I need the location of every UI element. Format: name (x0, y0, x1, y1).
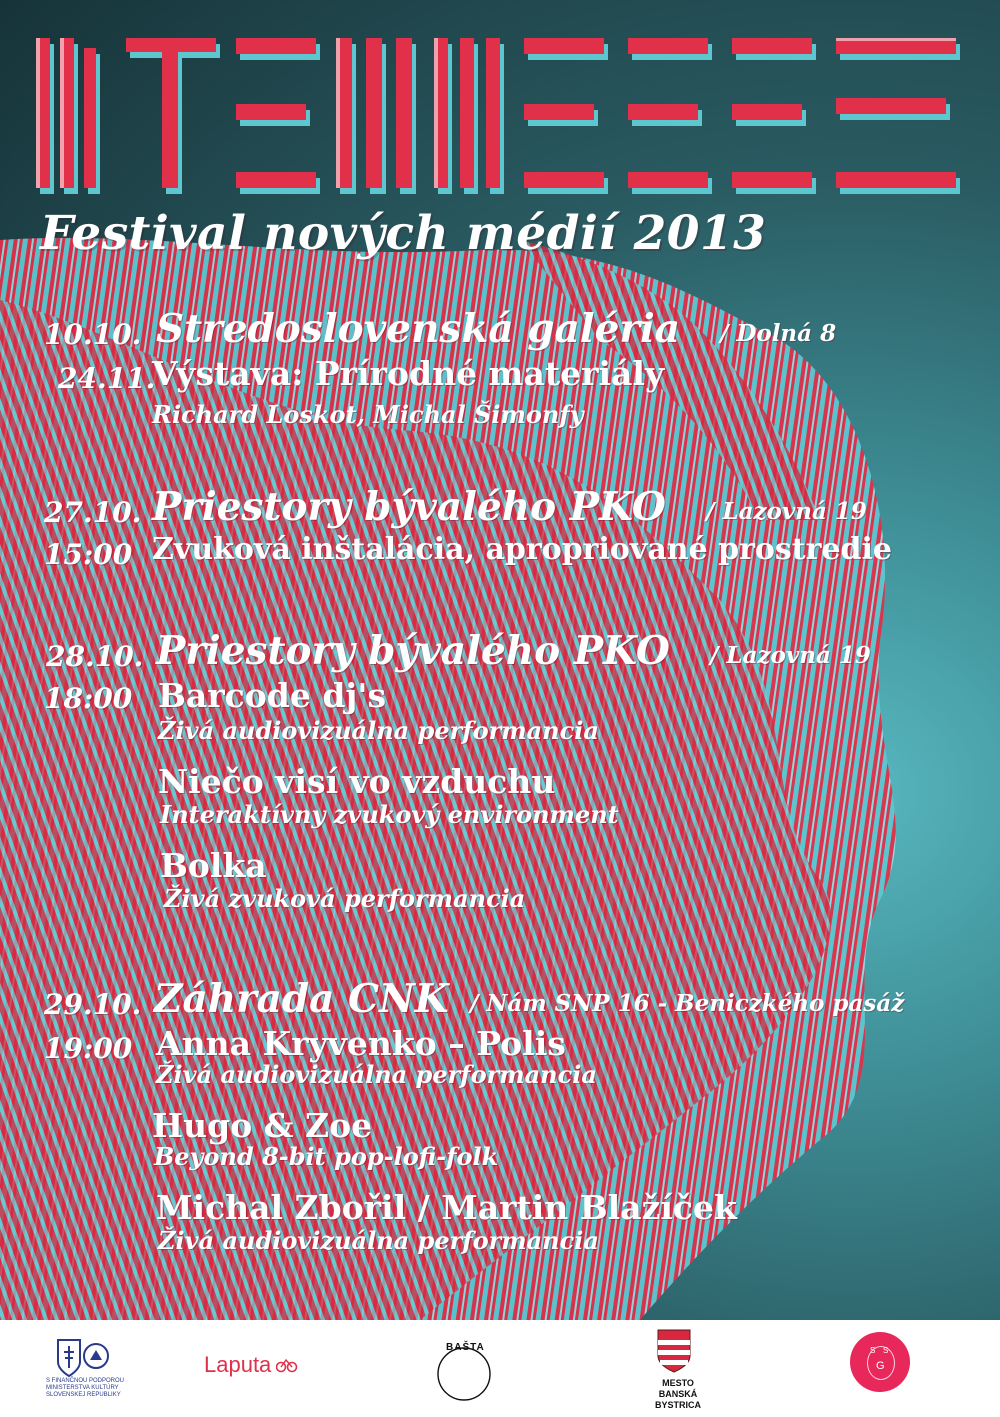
sg-letter: S (883, 1346, 889, 1355)
act-name: Bolka (160, 846, 267, 885)
event-address: / Lazovná 19 (706, 498, 867, 525)
event-date: 27.10. (44, 496, 142, 529)
event-address: / Lazovná 19 (710, 642, 871, 669)
event-venue: Priestory bývalého PKO (152, 484, 666, 530)
event-address: / Nám SNP 16 - Beniczkého pasáž (470, 990, 905, 1017)
basta-wordmark: BAŠTA (446, 1342, 485, 1353)
event-venue: Priestory bývalého PKO (156, 628, 670, 674)
sg-letter: G (876, 1360, 885, 1372)
act-description: Beyond 8-bit pop-lofi-folk (154, 1142, 499, 1171)
event-date-end: 24.11. (58, 362, 156, 395)
event-title: Výstava: Prírodné materiály (152, 354, 665, 393)
festival-subtitle: Festival nových médií 2013 (40, 206, 767, 261)
act-description: Živá audiovizuálna performancia (158, 1226, 599, 1255)
event-date: 28.10. (46, 640, 144, 673)
act-description: Živá zvuková performancia (164, 884, 526, 913)
ministry-line: SLOVENSKEJ REPUBLIKY (46, 1392, 121, 1398)
act-description: Živá audiovizuálna performancia (156, 1060, 597, 1089)
mesto-line: MESTO (662, 1378, 694, 1388)
ministry-emblem-icon (56, 1338, 112, 1378)
sg-letter: S (870, 1346, 876, 1355)
logo-glyphs (36, 38, 972, 206)
laputa-wordmark: Laputa (204, 1352, 272, 1377)
act-description: Živá audiovizuálna performancia (158, 716, 599, 745)
ministry-line: S FINANČNOU PODPOROU (46, 1378, 125, 1384)
basta-logo (436, 1330, 492, 1410)
ministry-line: MINISTERSTVA KULTÚRY (46, 1385, 119, 1391)
laputa-logo (204, 1352, 298, 1378)
event-date: 10.10. (44, 318, 142, 351)
laputa-bike-icon (276, 1356, 298, 1374)
event-time: 18:00 (44, 682, 133, 715)
event-date: 29.10. (44, 988, 142, 1021)
act-description: Interaktívny zvukový environment (160, 800, 619, 829)
act-name: Anna Kryvenko – Polis (156, 1024, 566, 1063)
act-name: Hugo & Zoe (152, 1106, 373, 1145)
act-name: Michal Zbořil / Martin Blažíček (156, 1188, 737, 1227)
event-time: 15:00 (44, 538, 133, 571)
event-title: Zvuková inštalácia, apropriované prostredie (152, 532, 892, 567)
act-name: Niečo visí vo vzduchu (158, 762, 556, 801)
event-time: 19:00 (44, 1032, 133, 1065)
sponsor-footer (0, 1320, 1000, 1417)
event-address: / Dolná 8 (720, 320, 837, 347)
act-name: Barcode dj's (158, 676, 387, 715)
sg-logo (850, 1332, 910, 1392)
event-artists: Richard Loskot, Michal Šimonfy (152, 400, 584, 429)
city-coat-of-arms-icon (656, 1328, 692, 1374)
event-venue: Stredoslovenská galéria (156, 306, 681, 352)
event-venue: Záhrada CNK (154, 976, 449, 1022)
mesto-line: BANSKÁ BYSTRICA (654, 1389, 701, 1410)
